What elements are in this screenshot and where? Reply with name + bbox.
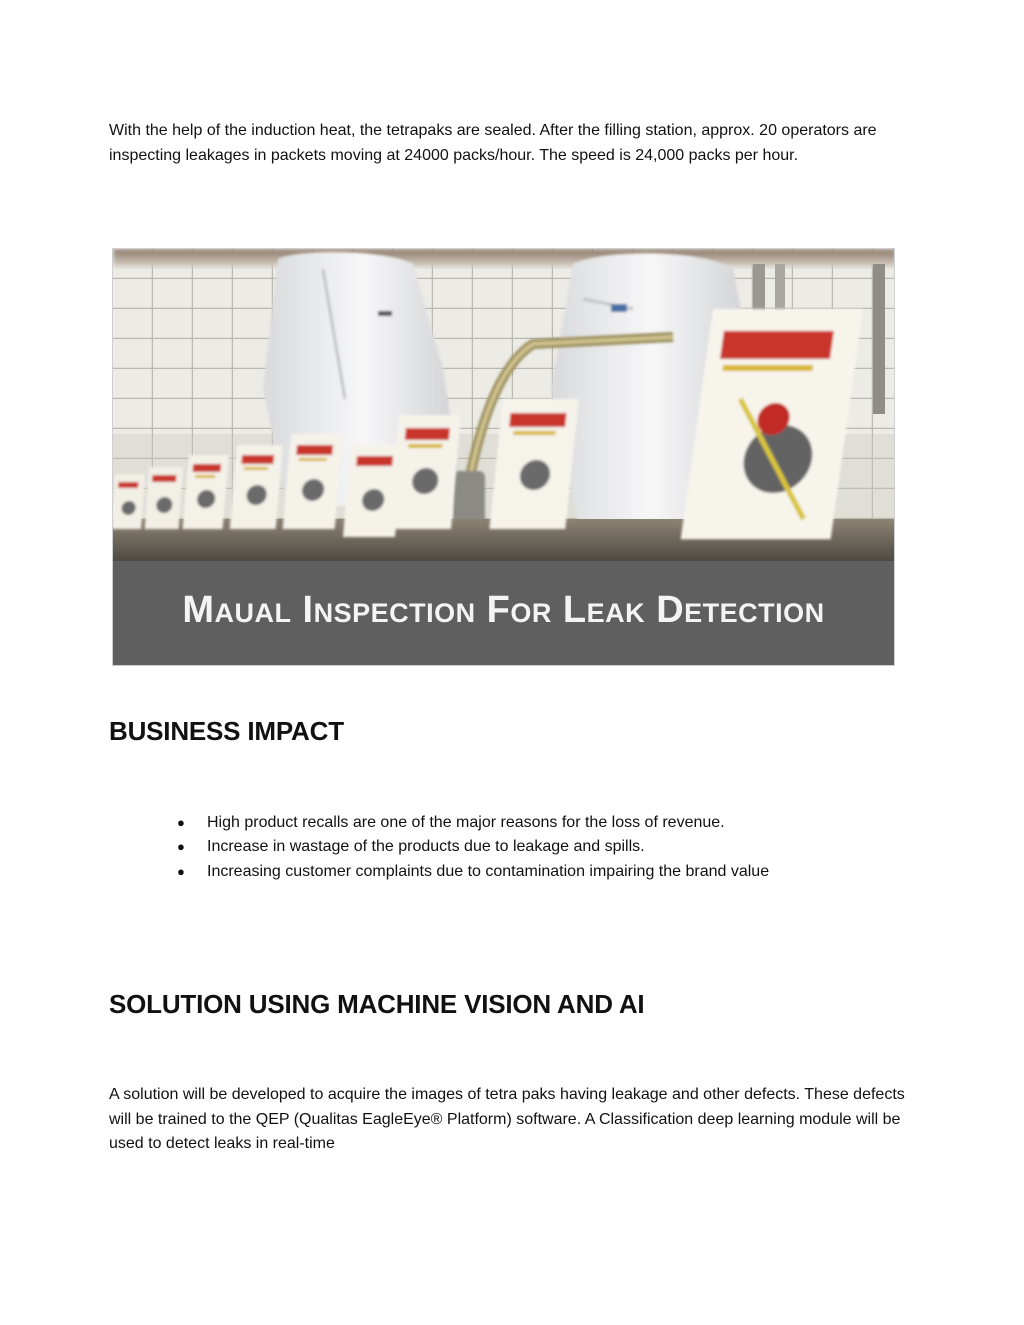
list-item [175, 835, 769, 859]
intro-paragraph: With the help of the induction heat, the tetrapaks are sealed. After the filling station, approx. 20 operators are inspecting leakages in packets moving at 24000 packs/hour. The speed is 24,000 packs per hour. [109, 122, 877, 164]
inspection-photo [112, 248, 895, 666]
bullet-icon: ● [177, 815, 185, 830]
list-item-text: Increasing customer complaints due to contamination impairing the brand value [207, 862, 770, 880]
figure-caption: Maual Inspection For Leak Detection [182, 589, 825, 631]
business-impact-heading: BUSINESS IMPACT [109, 716, 344, 746]
solution-paragraph: A solution will be developed to acquire the images of tetra paks having leakage and other defects. These defects will be trained to the QEP (Qualitas EagleEye® Platform) software. A Classification deep learning module will be used to detect leaks in real-time [109, 1086, 905, 1152]
list-item [175, 811, 769, 835]
list-item [175, 860, 769, 884]
business-impact-list [175, 811, 769, 884]
bullet-icon: ● [177, 863, 185, 879]
solution-heading: SOLUTION USING MACHINE VISION AND AI [109, 989, 645, 1019]
bullet-icon: ● [177, 839, 185, 855]
list-item-text: Increase in wastage of the products due to leakage and spills. [207, 838, 645, 856]
list-item-text: High product recalls are one of the major reasons for the loss of revenue. [207, 814, 725, 831]
